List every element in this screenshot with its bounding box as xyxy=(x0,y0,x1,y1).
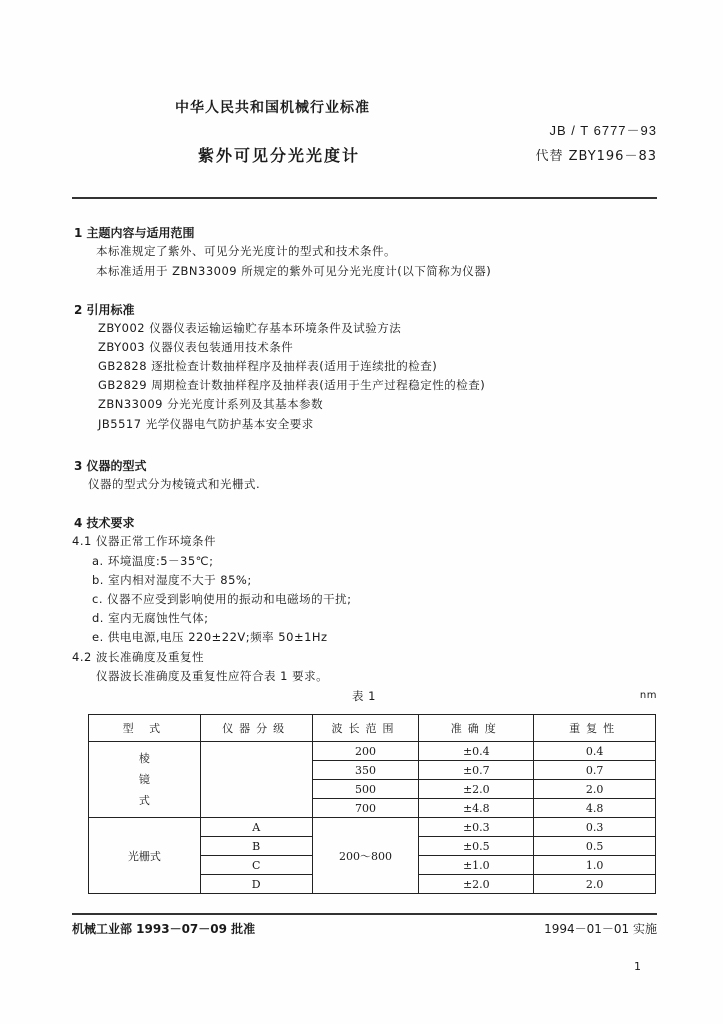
grade-cell: A xyxy=(200,818,312,837)
range-cell: 350 xyxy=(312,761,419,780)
accuracy-cell: ±0.4 xyxy=(419,742,534,761)
accuracy-cell: ±0.7 xyxy=(419,761,534,780)
section-3-heading: 3 仪器的型式 xyxy=(74,459,147,473)
condition-item: e. 供电电源,电压 220±22V;频率 50±1Hz xyxy=(92,630,328,644)
reference-item: GB2828 逐批检查计数抽样程序及抽样表(适用于连续批的检查) xyxy=(98,359,438,373)
repeat-cell: 0.5 xyxy=(534,837,656,856)
condition-item: b. 室内相对湿度不大于 85%; xyxy=(92,573,252,587)
header-range: 波长范围 xyxy=(312,715,419,742)
header-repeatability: 重复性 xyxy=(534,715,656,742)
reference-item: ZBY002 仪器仪表运输运输贮存基本环境条件及试验方法 xyxy=(98,321,402,335)
standard-code: JB / T 6777－93 xyxy=(549,123,657,138)
section-4-2-heading: 4.2 波长准确度及重复性 xyxy=(72,650,204,664)
prism-type-char: 镜 xyxy=(138,773,150,786)
repeat-cell: 4.8 xyxy=(534,799,656,818)
prism-type-char: 式 xyxy=(138,794,150,807)
prism-type-cell xyxy=(89,742,201,818)
grating-type-cell: 光栅式 xyxy=(89,818,201,894)
condition-item: c. 仪器不应受到影响使用的振动和电磁场的干扰; xyxy=(92,592,352,606)
reference-item: JB5517 光学仪器电气防护基本安全要求 xyxy=(98,417,314,431)
replaces-standard: 代替 ZBY196－83 xyxy=(535,149,657,164)
header-type: 型 式 xyxy=(89,715,201,742)
table-row xyxy=(89,742,656,761)
repeat-cell: 1.0 xyxy=(534,856,656,875)
section-4-1-heading: 4.1 仪器正常工作环境条件 xyxy=(72,534,216,548)
section-2-heading: 2 引用标准 xyxy=(74,303,135,317)
section-4-heading: 4 技术要求 xyxy=(74,516,135,530)
document-title: 紫外可见分光光度计 xyxy=(198,146,361,165)
footer-divider xyxy=(72,913,657,915)
effective-date: 1994－01－01 实施 xyxy=(544,922,657,936)
condition-item: a. 环境温度:5－35℃; xyxy=(92,554,214,568)
grade-cell: B xyxy=(200,837,312,856)
reference-item: ZBN33009 分光光度计系列及其基本参数 xyxy=(98,397,324,411)
header-divider xyxy=(72,197,657,199)
prism-type-char: 棱 xyxy=(138,752,150,765)
repeat-cell: 0.4 xyxy=(534,742,656,761)
standard-category-title: 中华人民共和国机械行业标准 xyxy=(175,100,370,116)
section-1-para-2: 本标准适用于 ZBN33009 所规定的紫外可见分光光度计(以下简称为仪器) xyxy=(96,264,492,278)
accuracy-cell: ±4.8 xyxy=(419,799,534,818)
table-unit: nm xyxy=(639,690,657,701)
accuracy-cell: ±0.3 xyxy=(419,818,534,837)
header-accuracy: 准确度 xyxy=(419,715,534,742)
approval-date: 机械工业部 1993－07－09 批准 xyxy=(72,922,256,936)
range-cell: 700 xyxy=(312,799,419,818)
repeat-cell: 0.7 xyxy=(534,761,656,780)
prism-grade-cell xyxy=(200,742,312,818)
section-3-para: 仪器的型式分为棱镜式和光栅式. xyxy=(88,477,261,491)
condition-item: d. 室内无腐蚀性气体; xyxy=(92,611,209,625)
reference-item: GB2829 周期检查计数抽样程序及抽样表(适用于生产过程稳定性的检查) xyxy=(98,378,486,392)
range-cell: 200 xyxy=(312,742,419,761)
grating-range-cell: 200～800 xyxy=(312,818,419,894)
accuracy-cell: ±0.5 xyxy=(419,837,534,856)
reference-item: ZBY003 仪器仪表包装通用技术条件 xyxy=(98,340,294,354)
accuracy-cell: ±1.0 xyxy=(419,856,534,875)
table-header-row xyxy=(89,715,656,742)
page-number: 1 xyxy=(634,960,641,973)
grade-cell: C xyxy=(200,856,312,875)
repeat-cell: 2.0 xyxy=(534,780,656,799)
repeat-cell: 2.0 xyxy=(534,875,656,894)
section-4-2-text: 仪器波长准确度及重复性应符合表 1 要求。 xyxy=(96,669,329,683)
accuracy-cell: ±2.0 xyxy=(419,780,534,799)
table-row xyxy=(89,818,656,837)
section-1-para-1: 本标准规定了紫外、可见分光光度计的型式和技术条件。 xyxy=(96,244,396,258)
accuracy-cell: ±2.0 xyxy=(419,875,534,894)
grade-cell: D xyxy=(200,875,312,894)
range-cell: 500 xyxy=(312,780,419,799)
section-1-heading: 1 主题内容与适用范围 xyxy=(74,226,195,240)
repeat-cell: 0.3 xyxy=(534,818,656,837)
accuracy-table xyxy=(88,714,656,894)
table-caption: 表 1 xyxy=(352,689,376,703)
header-grade: 仪器分级 xyxy=(200,715,312,742)
